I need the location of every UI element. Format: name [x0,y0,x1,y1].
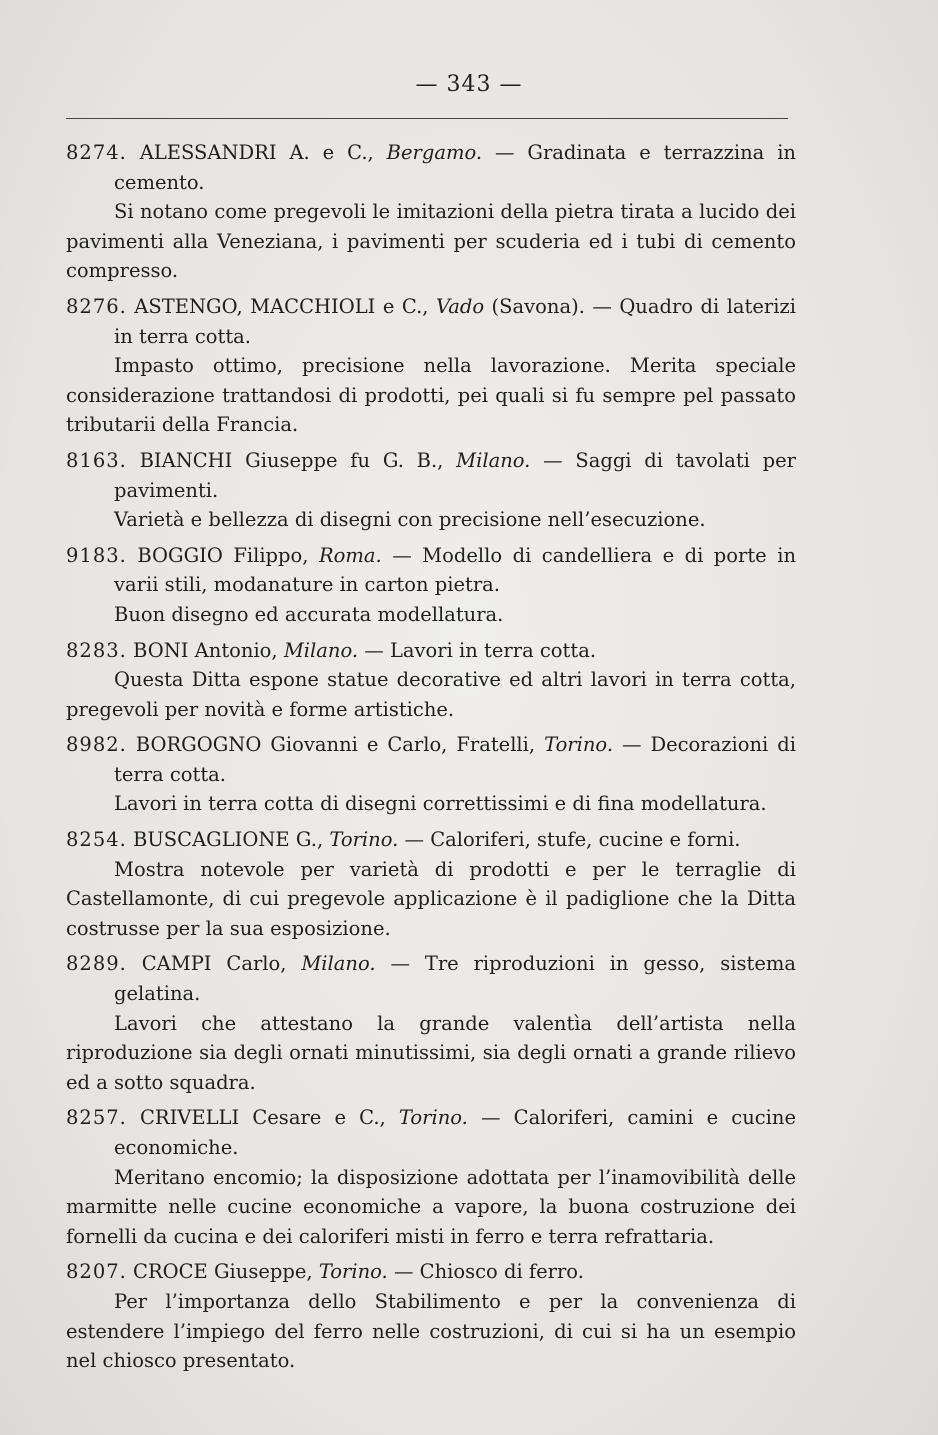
exhibitor-place: Milano. [283,638,359,662]
entry-description: Meritano encomio; la disposizione adottata per l’inamovibilità delle marmitte nelle cucine economiche a vapore, la buona costruzione dei fornelli da cucina e dei caloriferi misti in ferro e terra refrattaria. [66,1165,796,1248]
exhibitor-name: CROCE Giuseppe, [133,1260,313,1284]
entry-number: 8257. [66,1106,127,1130]
entry-heading [66,541,796,600]
exhibitor-place: Torino. [398,1106,468,1130]
entry-number: 8207. [66,1260,127,1284]
entry-heading [66,292,796,351]
exhibit-product: — Modello di candelliera e di porte in varii stili, modanature in carton pietra. [114,543,796,597]
exhibit-product: — Gradinata e terrazzina in cemento. [114,141,796,194]
exhibitor-name: BIANCHI Giuseppe fu G. B., [139,448,444,472]
exhibitor-entry [66,1257,796,1375]
entry-number: 8283. [66,638,127,662]
entry-heading [66,949,796,1008]
entry-description: Lavori in terra cotta di disegni correttissimi e di fina modellatura. [114,792,767,816]
exhibitor-entry [66,446,796,535]
exhibit-product: — Caloriferi, stufe, cucine e forni. [404,828,741,852]
exhibitor-entry [66,541,796,630]
entry-description: Questa Ditta espone statue decorative ed altri lavori in terra cotta, pregevoli per novità e forme artistiche. [66,668,796,721]
exhibitor-name: CAMPI Carlo, [141,952,287,976]
entry-description: Impasto ottimo, precisione nella lavorazione. Merita speciale considerazione trattandosi di prodotti, pei quali si fu sempre pel passato tributarii della Francia. [66,354,796,437]
entry-heading [66,1257,796,1287]
entry-description: Mostra notevole per varietà di prodotti e per le terraglie di Castellamonte, di cui pregevole applicazione è il padiglione che la Ditta costrusse per la sua esposizione. [66,857,796,940]
header-rule [66,118,788,119]
exhibitor-name: BUSCAGLIONE G., [133,828,324,852]
exhibit-product: — Decorazioni di terra cotta. [114,733,796,786]
exhibitor-entry [66,825,796,943]
exhibitor-place: Bergamo. [386,141,483,164]
entry-number: 8254. [66,828,127,852]
exhibit-product: — Lavori in terra cotta. [364,638,597,662]
entry-number: 8276. [66,294,127,318]
exhibitor-place: Roma. [318,543,382,567]
exhibitor-name: BOGGIO Filippo, [137,543,309,567]
entry-heading [66,636,796,666]
entry-description: Lavori che attestano la grande valentìa dell’artista nella riproduzione sia degli ornati minutissimi, sia degli ornati a grande rilievo ed a sotto squadra. [66,1011,796,1094]
exhibitor-name: BONI Antonio, [133,638,278,662]
entry-description: Per l’importanza dello Stabilimento e per la convenienza di estendere l’impiego del ferro nelle costruzioni, di cui si ha un esempio nel chiosco presentato. [66,1289,796,1373]
exhibitor-place: Vado [435,294,485,318]
exhibitor-entry [66,292,796,440]
entry-number: 8274. [66,141,127,164]
exhibitor-name: ASTENGO, MACCHIOLI e C., [134,294,429,318]
exhibitor-place: Torino. [318,1260,388,1284]
entry-heading [66,138,796,197]
exhibitor-list [66,138,796,1382]
exhibit-product: (Savona). — Quadro di laterizi in terra cotta. [114,294,796,348]
entry-description: Varietà e bellezza di disegni con precisione nell’esecuzione. [114,508,706,532]
entry-number: 8163. [66,448,127,472]
entry-heading [66,446,796,505]
page-number: — 343 — [415,72,523,97]
exhibitor-entry [66,949,796,1097]
exhibitor-name: ALESSANDRI A. e C., [139,141,374,164]
exhibitor-place: Milano. [301,952,376,976]
entry-number: 8289. [66,952,127,976]
entry-description: Si notano come pregevoli le imitazioni della pietra tirata a lucido dei pavimenti alla Veneziana, i pavimenti per scuderia ed i tubi di cemento compresso. [66,200,796,283]
entry-number: 9183. [66,543,127,567]
exhibitor-name: BORGOGNO Giovanni e Carlo, Fratelli, [135,733,536,757]
exhibit-product: — Tre riproduzioni in gesso, sistema gelatina. [114,952,796,1006]
entry-heading [66,730,796,789]
exhibitor-name: CRIVELLI Cesare e C., [139,1106,386,1130]
entry-heading [66,1103,796,1162]
exhibitor-place: Torino. [329,828,399,852]
exhibit-product: — Chiosco di ferro. [393,1260,584,1284]
exhibitor-entry [66,1103,796,1251]
exhibitor-place: Milano. [456,448,531,472]
exhibitor-entry [66,636,796,725]
entry-heading [66,825,796,855]
entry-number: 8982. [66,733,127,757]
exhibit-product: — Caloriferi, camini e cucine economiche. [114,1106,797,1159]
exhibitor-entry [66,730,796,819]
exhibitor-entry [66,138,796,286]
exhibitor-place: Torino. [544,733,614,757]
entry-description: Buon disegno ed accurata modellatura. [114,602,504,626]
exhibit-product: — Saggi di tavolati per pavimenti. [114,448,796,502]
